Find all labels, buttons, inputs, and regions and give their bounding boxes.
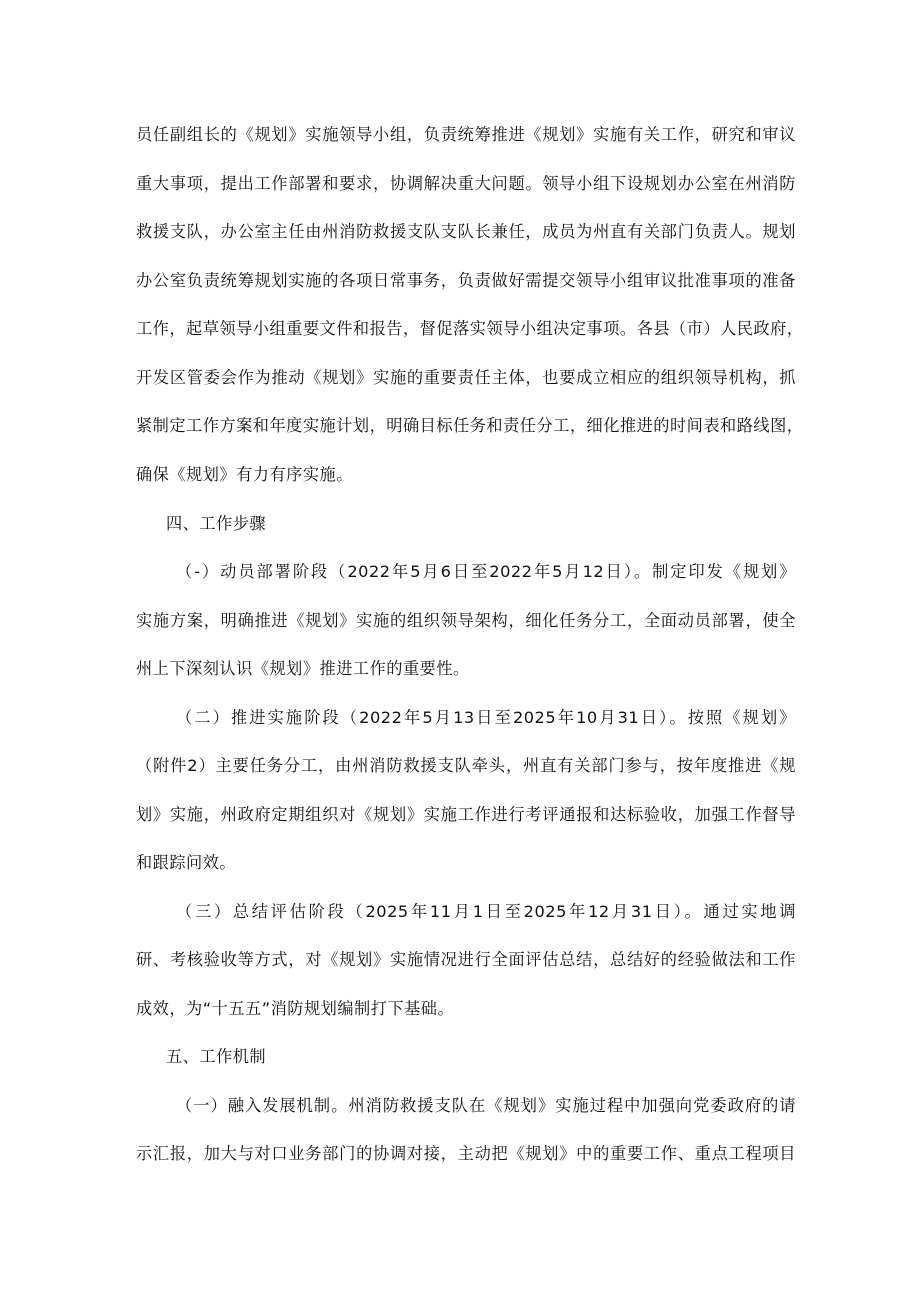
body-text-line: 研、考核验收等方式，对《规划》实施情况进行全面评估总结，总结好的经验做法和工作	[136, 950, 796, 969]
body-text-line: 和跟踪问效。	[136, 853, 237, 872]
body-text-line: 州上下深刻认识《规划》推进工作的重要性。	[136, 659, 470, 678]
body-text-line: 确保《规划》有力有序实施。	[136, 465, 353, 484]
section-heading-mechanism: 五、工作机制	[166, 1047, 267, 1066]
body-text-line: 紧制定工作方案和年度实施计划，明确目标任务和责任分工，细化推进的时间表和路线图，	[136, 416, 804, 435]
body-text-line: 开发区管委会作为推动《规划》实施的重要责任主体，也要成立相应的组织领导机构，抓	[136, 368, 796, 387]
body-text-line: 工作，起草领导小组重要文件和报告，督促落实领导小组决定事项。各县（市）人民政府，	[136, 319, 804, 338]
body-text-line: 成效，为“十五五”消防规划编制打下基础。	[136, 999, 455, 1018]
paragraph-first-line: （三）总结评估阶段（2025年11月1日至2025年12月31日）。通过实地调	[176, 902, 796, 921]
section-heading-steps: 四、工作步骤	[166, 514, 267, 533]
body-text-line: 示汇报，加大与对口业务部门的协调对接，主动把《规划》中的重要工作、重点工程项目	[136, 1144, 796, 1163]
body-text-line: 实施方案，明确推进《规划》实施的组织领导架构，细化任务分工，全面动员部署，使全	[136, 611, 796, 630]
paragraph-first-line: （二）推进实施阶段（2022年5月13日至2025年10月31日）。按照《规划》	[176, 708, 796, 727]
body-text-line: 办公室负责统筹规划实施的各项日常事务，负责做好需提交领导小组审议批准事项的准备	[136, 271, 796, 290]
paragraph-first-line: （-）动员部署阶段（2022年5月6日至2022年5月12日）。制定印发《规划》	[176, 562, 796, 581]
body-text-line: 救援支队，办公室主任由州消防救援支队支队长兼任，成员为州直有关部门负责人。规划	[136, 222, 796, 241]
paragraph-first-line: （一）融入发展机制。州消防救援支队在《规划》实施过程中加强向党委政府的请	[176, 1096, 796, 1115]
body-text-line: （附件2）主要任务分工，由州消防救援支队牵头，州直有关部门参与，按年度推进《规	[136, 756, 796, 775]
body-text-line: 重大事项，提出工作部署和要求，协调解决重大问题。领导小组下设规划办公室在州消防	[136, 174, 796, 193]
body-text-line: 划》实施，州政府定期组织对《规划》实施工作进行考评通报和达标验收，加强工作督导	[136, 805, 796, 824]
body-text-line: 员任副组长的《规划》实施领导小组，负责统筹推进《规划》实施有关工作，研究和审议	[136, 125, 796, 144]
